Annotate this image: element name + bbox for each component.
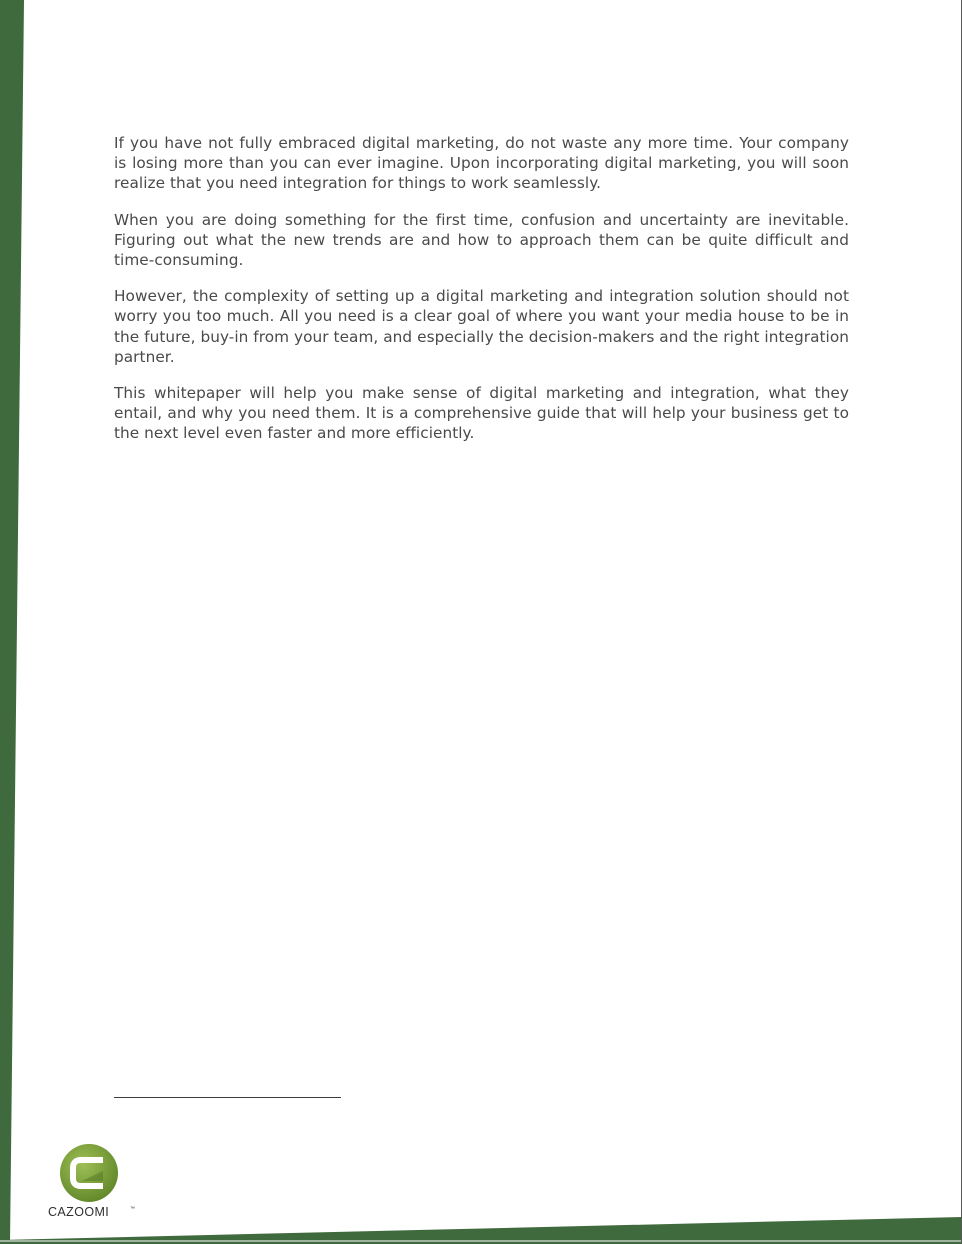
cazoomi-c-logo-icon (59, 1143, 119, 1203)
body-text (114, 133, 849, 460)
paragraph-1: If you have not fully embraced digital marketing, do not waste any more time. Your company is losing more than you can ever imagine. Upon incorporating digital marketing, you will soon realize that you need integration for things to work seamlessly. (114, 134, 849, 193)
trademark-symbol: ™ (130, 1206, 135, 1212)
left-decorative-band (0, 0, 24, 1244)
paragraph-3: However, the complexity of setting up a digital marketing and integration solution should not worry you too much. All you need is a clear goal of where you want your media house to be in the future, buy-in from your team, and especially the decision-makers and the right integration partner. (114, 287, 849, 366)
logo-wordmark: CAZOOMI (48, 1205, 110, 1219)
cazoomi-logo (48, 1143, 135, 1221)
paragraph-2: When you are doing something for the first time, confusion and uncertainty are inevitable. Figuring out what the new trends are and how to approach them can be quite difficult and time-consuming. (114, 210, 849, 270)
bottom-decorative-band (0, 1210, 962, 1244)
paragraph-4: This whitepaper will help you make sense of digital marketing and integration, what they entail, and why you need them. It is a comprehensive guide that will help your business get to the next level even faster and more efficiently. (114, 384, 849, 443)
footnote-separator (114, 1097, 341, 1098)
